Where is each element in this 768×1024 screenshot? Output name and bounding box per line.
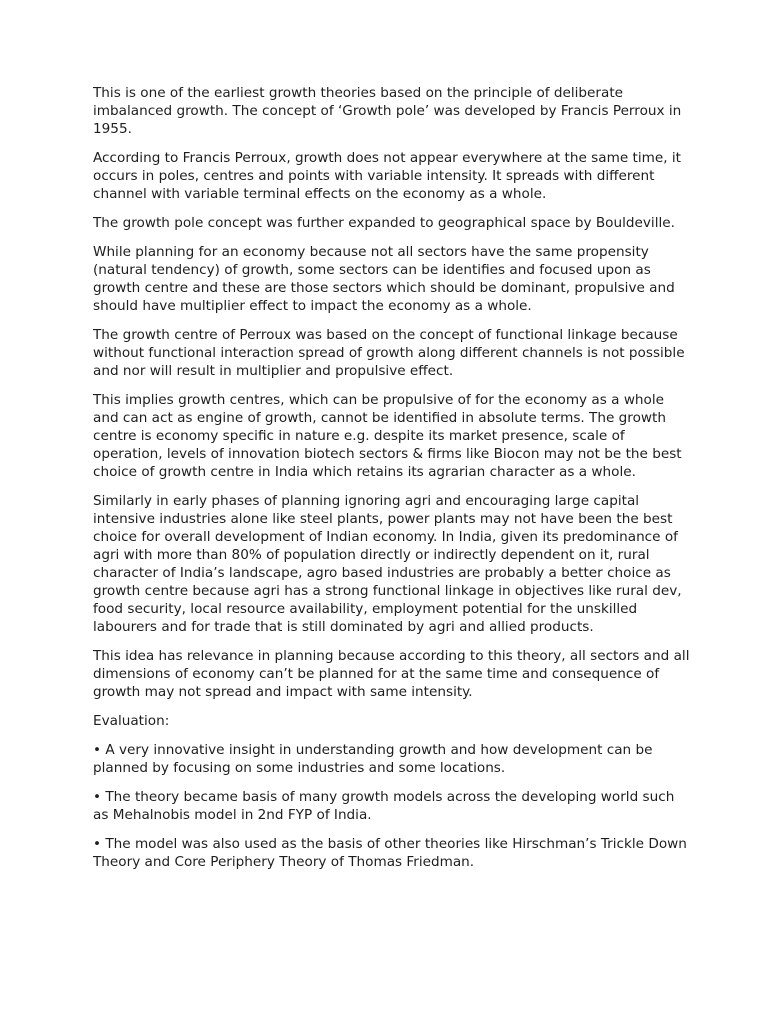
paragraph-functional-linkage: The growth centre of Perroux was based on the concept of functional linkage because without functional interaction spread of growth along different channels is not possible and nor will result in multiplier and propulsive effect. <box>93 327 685 379</box>
paragraph-bouldeville: The growth pole concept was further expanded to geographical space by Bouldeville. <box>93 215 675 231</box>
paragraph-relevance: This idea has relevance in planning because according to this theory, all sectors and all dimensions of economy can’t be planned for at the same time and consequence of growth may not spread and impact with same intensity. <box>93 648 690 700</box>
document-body <box>93 84 693 882</box>
paragraph-planning-sectors: While planning for an economy because not all sectors have the same propensity (natural tendency) of growth, some sectors can be identifies and focused upon as growth centre and these are those sectors which should be dominant, propulsive and should have multiplier effect to impact the economy as a whole. <box>93 244 675 314</box>
paragraph-indian-agri: Similarly in early phases of planning ignoring agri and encouraging large capital intensive industries alone like steel plants, power plants may not have been the best choice for overall development of Indian economy. In India, given its predominance of agri with more than 80% of population directly or indirectly dependent on it, rural character of India’s landscape, agro based industries are probably a better choice as growth centre because agri has a strong functional linkage in objectives like rural dev, food security, local resource availability, employment potential for the unskilled labourers and for trade that is still dominated by agri and allied products. <box>93 493 682 635</box>
paragraph-intro: This is one of the earliest growth theories based on the principle of deliberate imbalanced growth. The concept of ‘Growth pole’ was developed by Francis Perroux in 1955. <box>93 85 682 137</box>
paragraph-economy-specific: This implies growth centres, which can be propulsive of for the economy as a whole and can act as engine of growth, cannot be identified in absolute terms. The growth centre is economy specific in nature e.g. despite its market presence, scale of operation, levels of innovation biotech sectors & firms like Biocon may not be the best choice of growth centre in India which retains its agrarian character as a whole. <box>93 392 682 480</box>
evaluation-bullet-insight: • A very innovative insight in understanding growth and how development can be planned by focusing on some industries and some locations. <box>93 742 653 776</box>
paragraph-perroux-growth: According to Francis Perroux, growth does not appear everywhere at the same time, it occurs in poles, centres and points with variable intensity. It spreads with different channel with variable terminal effects on the economy as a whole. <box>93 150 681 202</box>
evaluation-bullet-growth-models: • The theory became basis of many growth models across the developing world such as Mehalnobis model in 2nd FYP of India. <box>93 789 675 823</box>
evaluation-heading: Evaluation: <box>93 713 170 729</box>
evaluation-bullet-other-theories: • The model was also used as the basis of other theories like Hirschman’s Trickle Down Theory and Core Periphery Theory of Thomas Friedman. <box>93 836 687 870</box>
